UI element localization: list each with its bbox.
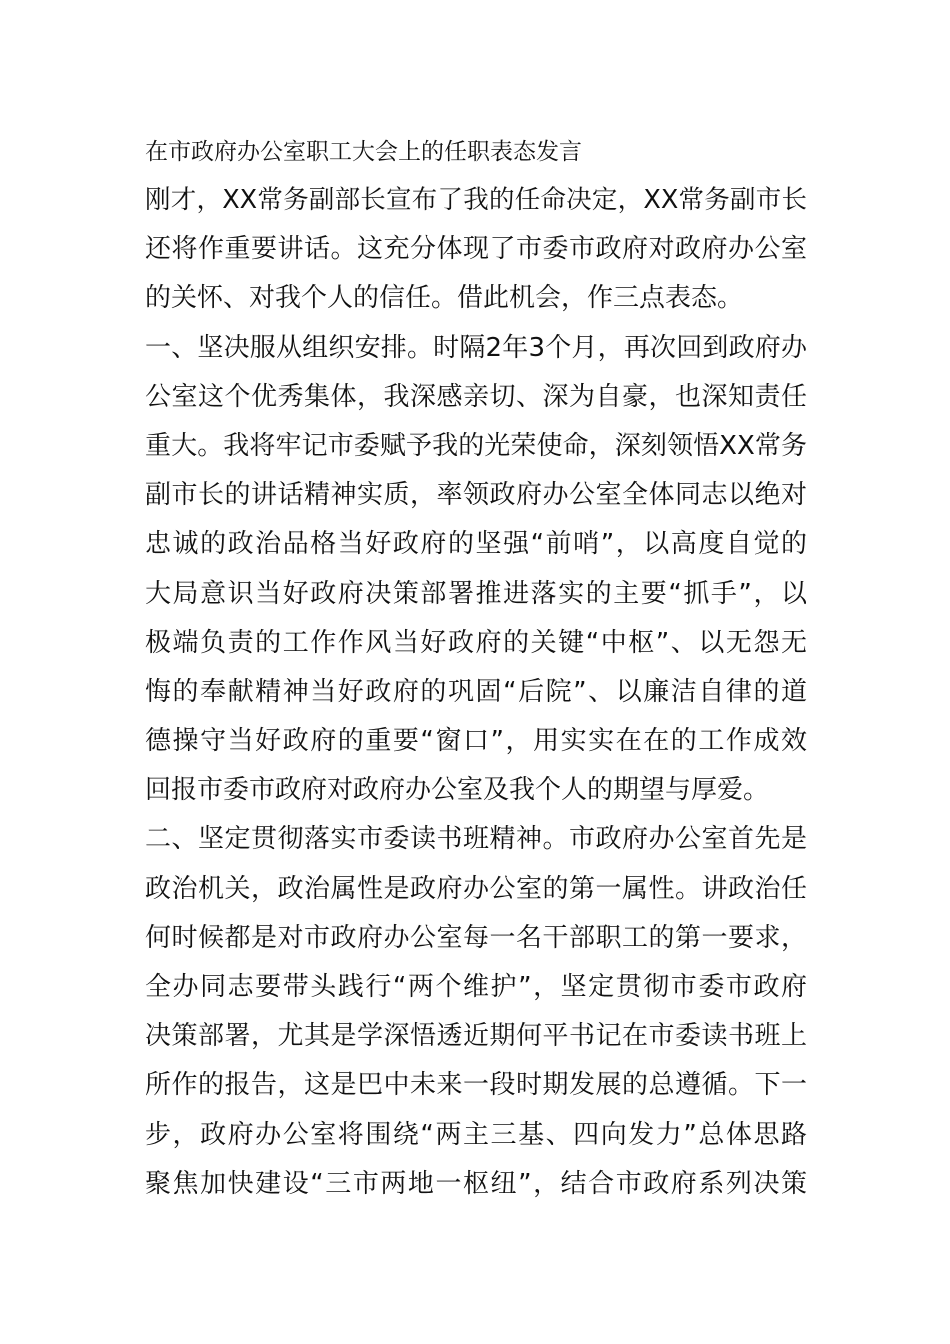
- text-line: 大局意识当好政府决策部署推进落实的主要“抓手”，以: [145, 578, 807, 609]
- text-line: 全办同志要带头践行“两个维护”，坚定贯彻市委市政府: [145, 972, 807, 1002]
- document-title: 在市政府办公室职工大会上的任职表态发言: [145, 139, 582, 165]
- text-line: 一、坚决服从组织安排。时隔2年3个月，再次回到政府办: [145, 332, 807, 363]
- text-line: 所作的报告，这是巴中未来一段时期发展的总遵循。下一: [145, 1070, 807, 1101]
- text-line: 忠诚的政治品格当好政府的坚强“前哨”，以高度自觉的: [145, 529, 807, 560]
- text-line: 政治机关，政治属性是政府办公室的第一属性。讲政治任: [145, 873, 807, 904]
- text-line: 重大。我将牢记市委赋予我的光荣使命，深刻领悟XX常务: [145, 430, 807, 461]
- text-line: 何时候都是对市政府办公室每一名干部职工的第一要求，: [145, 922, 807, 953]
- text-line: 德操守当好政府的重要“窗口”，用实实在在的工作成效: [145, 726, 807, 757]
- text-line: 极端负责的工作作风当好政府的关键“中枢”、以无怨无: [145, 627, 807, 658]
- text-line: 副市长的讲话精神实质，率领政府办公室全体同志以绝对: [145, 480, 807, 511]
- text-line: 回报市委市政府对政府办公室及我个人的期望与厚爱。: [145, 775, 770, 806]
- text-line: 二、坚定贯彻落实市委读书班精神。市政府办公室首先是: [145, 824, 807, 855]
- text-line: 的关怀、对我个人的信任。借此机会，作三点表态。: [145, 283, 744, 314]
- text-line: 刚才，XX常务副部长宣布了我的任命决定，XX常务副市长: [145, 185, 807, 215]
- text-line: 决策部署，尤其是学深悟透近期何平书记在市委读书班上: [145, 1021, 807, 1052]
- text-line: 步，政府办公室将围绕“两主三基、四向发力”总体思路: [145, 1119, 807, 1150]
- text-line: 公室这个优秀集体，我深感亲切、深为自豪，也深知责任: [145, 381, 807, 412]
- document-body: [145, 128, 807, 1209]
- text-line: 还将作重要讲话。这充分体现了市委市政府对政府办公室: [145, 234, 807, 265]
- text-line: 聚焦加快建设“三市两地一枢纽”，结合市政府系列决策: [145, 1168, 807, 1199]
- text-line: 悔的奉献精神当好政府的巩固“后院”、以廉洁自律的道: [145, 676, 807, 707]
